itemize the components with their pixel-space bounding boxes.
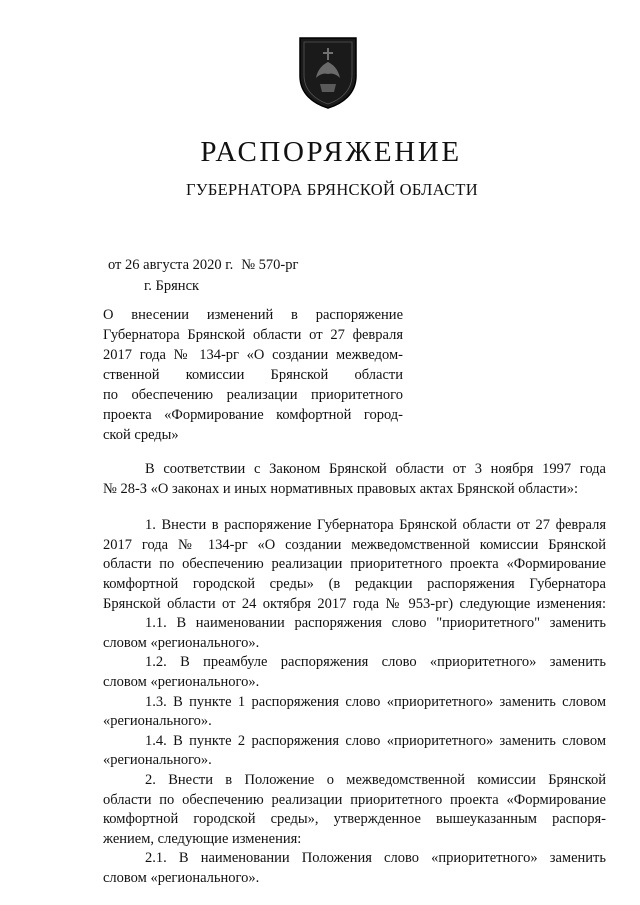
body-line: 1.3. В пункте 1 распоряжения слово «приоритетного» заменить словом [145,693,606,710]
document-title: РАСПОРЯЖЕНИЕ [200,136,462,168]
coat-of-arms-emblem [296,34,360,110]
subject-line: ственной комиссии Брянской области [103,367,403,383]
body-line: 1.4. В пункте 2 распоряжения слово «приоритетного» заменить словом [145,732,606,749]
body-line: области по обеспечению реализации приоритетного проекта «Формирование [103,556,606,573]
body-line: жением, следующие изменения: [103,830,302,847]
body-line: словом «регионального». [103,634,260,651]
body-line: 2. Внести в Положение о межведомственной комиссии Брянской [145,771,606,788]
body-line: 1.1. В наименовании распоряжения слово "приоритетного" заменить [145,615,606,632]
subject-line: 2017 года № 134-рг «О создании межведом- [103,347,403,363]
document-body [103,460,606,888]
body-line: области по обеспечению реализации приоритетного проекта «Формирование [103,791,606,808]
body-line: 1.2. В преамбуле распоряжения слово «приоритетного» заменить [145,654,606,671]
subject-line: проекта «Формирование комфортной город- [103,407,403,423]
body-line: словом «регионального». [103,673,260,690]
subject-line: по обеспечению реализации приоритетного [103,387,403,403]
body-line: «регионального». [103,713,212,730]
body-line: 2.1. В наименовании Положения слово «приоритетного» заменить [145,850,606,867]
body-line: комфортной городской среды», утвержденное вышеуказанным распоря- [103,811,606,828]
body-line: словом «регионального». [103,869,260,886]
subject-line: Губернатора Брянской области от 27 февраля [103,327,403,343]
body-line: 1. Внести в распоряжение Губернатора Брянской области от 27 февраля [145,517,606,534]
preamble-line: В соответствии с Законом Брянской области от 3 ноября 1997 года [145,461,606,477]
document-issuer: ГУБЕРНАТОРА БРЯНСКОЙ ОБЛАСТИ [186,180,478,199]
body-line: «регионального». [103,752,212,769]
document-date-number [108,257,298,274]
document-city: г. Брянск [144,278,200,294]
body-line: комфортной городской среды» (в редакции распоряжения Губернатора [103,575,606,592]
subject-line: ской среды» [103,427,179,443]
body-line: Брянской области от 24 октября 2017 года № 953-рг) следующие изменения: [103,595,606,612]
subject-line: О внесении изменений в распоряжение [103,307,403,323]
document-date: от 26 августа 2020 г. [108,257,234,273]
preamble-line: № 28-З «О законах и иных нормативных правовых актах Брянской области»: [103,480,578,497]
document-subject [103,305,403,445]
body-line: 2017 года № 134-рг «О создании межведомственной комиссии Брянской [103,536,606,553]
document-number: № 570-рг [241,257,299,273]
